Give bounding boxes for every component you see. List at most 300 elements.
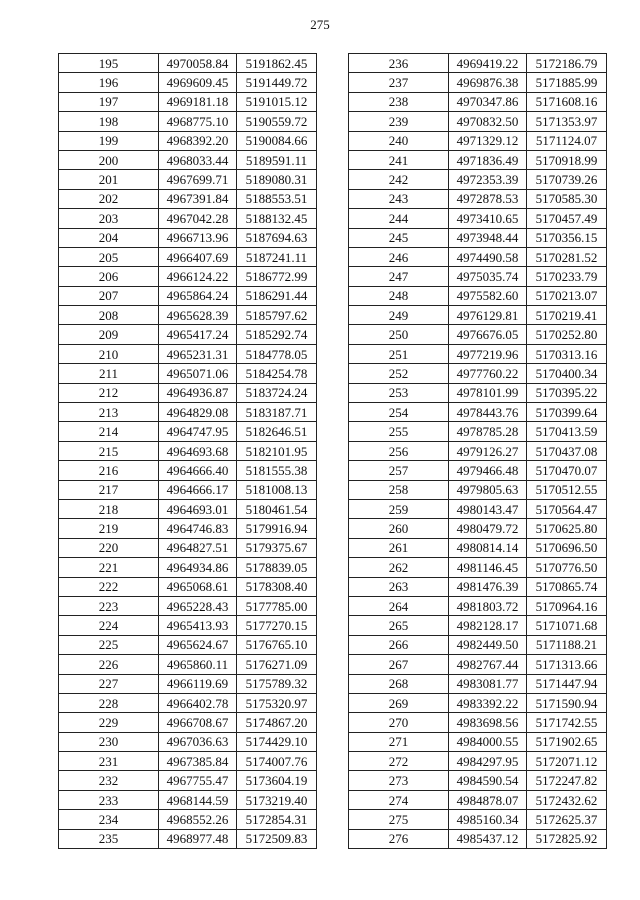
- y-coordinate-cell: 5177270.15: [237, 616, 317, 635]
- point-number-cell: 253: [349, 383, 449, 402]
- table-row: [59, 286, 317, 305]
- x-coordinate-cell: 4965624.67: [159, 635, 237, 654]
- table-row: [349, 577, 607, 596]
- table-row: [59, 364, 317, 383]
- x-coordinate-cell: 4969609.45: [159, 73, 237, 92]
- point-number-cell: 275: [349, 810, 449, 829]
- point-number-cell: 198: [59, 112, 159, 131]
- point-number-cell: 229: [59, 713, 159, 732]
- table-row: [59, 558, 317, 577]
- point-number-cell: 269: [349, 693, 449, 712]
- x-coordinate-cell: 4968977.48: [159, 829, 237, 848]
- x-coordinate-cell: 4967391.84: [159, 189, 237, 208]
- y-coordinate-cell: 5184778.05: [237, 344, 317, 363]
- table-row: [59, 344, 317, 363]
- x-coordinate-cell: 4970058.84: [159, 54, 237, 73]
- x-coordinate-cell: 4984590.54: [449, 771, 527, 790]
- x-coordinate-cell: 4970832.50: [449, 112, 527, 131]
- y-coordinate-cell: 5183724.24: [237, 383, 317, 402]
- x-coordinate-cell: 4982449.50: [449, 635, 527, 654]
- table-row: [59, 54, 317, 73]
- x-coordinate-cell: 4964746.83: [159, 519, 237, 538]
- x-coordinate-cell: 4971329.12: [449, 131, 527, 150]
- table-row: [59, 499, 317, 518]
- table-row: [59, 693, 317, 712]
- y-coordinate-cell: 5174007.76: [237, 752, 317, 771]
- x-coordinate-cell: 4965231.31: [159, 344, 237, 363]
- table-row: [59, 209, 317, 228]
- y-coordinate-cell: 5172071.12: [527, 752, 607, 771]
- table-row: [59, 732, 317, 751]
- table-row: [59, 519, 317, 538]
- coordinates-table-left: [58, 53, 317, 849]
- x-coordinate-cell: 4982767.44: [449, 655, 527, 674]
- y-coordinate-cell: 5172854.31: [237, 810, 317, 829]
- y-coordinate-cell: 5170313.16: [527, 344, 607, 363]
- x-coordinate-cell: 4968144.59: [159, 790, 237, 809]
- table-row: [59, 325, 317, 344]
- y-coordinate-cell: 5170585.30: [527, 189, 607, 208]
- point-number-cell: 206: [59, 267, 159, 286]
- y-coordinate-cell: 5187241.11: [237, 247, 317, 266]
- point-number-cell: 270: [349, 713, 449, 732]
- y-coordinate-cell: 5173604.19: [237, 771, 317, 790]
- x-coordinate-cell: 4982128.17: [449, 616, 527, 635]
- table-row: [349, 732, 607, 751]
- y-coordinate-cell: 5172247.82: [527, 771, 607, 790]
- table-row: [59, 538, 317, 557]
- y-coordinate-cell: 5171447.94: [527, 674, 607, 693]
- table-row: [59, 635, 317, 654]
- point-number-cell: 255: [349, 422, 449, 441]
- x-coordinate-cell: 4983698.56: [449, 713, 527, 732]
- x-coordinate-cell: 4966708.67: [159, 713, 237, 732]
- y-coordinate-cell: 5191015.12: [237, 92, 317, 111]
- point-number-cell: 214: [59, 422, 159, 441]
- x-coordinate-cell: 4972353.39: [449, 170, 527, 189]
- table-row: [349, 286, 607, 305]
- x-coordinate-cell: 4964693.01: [159, 499, 237, 518]
- x-coordinate-cell: 4984000.55: [449, 732, 527, 751]
- x-coordinate-cell: 4968552.26: [159, 810, 237, 829]
- table-row: [349, 635, 607, 654]
- table-row: [349, 771, 607, 790]
- point-number-cell: 268: [349, 674, 449, 693]
- table-row: [349, 558, 607, 577]
- x-coordinate-cell: 4968775.10: [159, 112, 237, 131]
- point-number-cell: 200: [59, 150, 159, 169]
- table-row: [349, 713, 607, 732]
- x-coordinate-cell: 4965864.24: [159, 286, 237, 305]
- x-coordinate-cell: 4976676.05: [449, 325, 527, 344]
- y-coordinate-cell: 5188553.51: [237, 189, 317, 208]
- x-coordinate-cell: 4965413.93: [159, 616, 237, 635]
- y-coordinate-cell: 5170400.34: [527, 364, 607, 383]
- point-number-cell: 244: [349, 209, 449, 228]
- y-coordinate-cell: 5174867.20: [237, 713, 317, 732]
- point-number-cell: 209: [59, 325, 159, 344]
- point-number-cell: 273: [349, 771, 449, 790]
- table-row: [349, 325, 607, 344]
- y-coordinate-cell: 5179916.94: [237, 519, 317, 538]
- y-coordinate-cell: 5170233.79: [527, 267, 607, 286]
- point-number-cell: 233: [59, 790, 159, 809]
- table-row: [59, 422, 317, 441]
- x-coordinate-cell: 4980479.72: [449, 519, 527, 538]
- point-number-cell: 210: [59, 344, 159, 363]
- point-number-cell: 240: [349, 131, 449, 150]
- point-number-cell: 237: [349, 73, 449, 92]
- point-number-cell: 234: [59, 810, 159, 829]
- table-row: [59, 480, 317, 499]
- table-row: [59, 383, 317, 402]
- y-coordinate-cell: 5170696.50: [527, 538, 607, 557]
- y-coordinate-cell: 5178308.40: [237, 577, 317, 596]
- point-number-cell: 242: [349, 170, 449, 189]
- y-coordinate-cell: 5182101.95: [237, 441, 317, 460]
- x-coordinate-cell: 4968033.44: [159, 150, 237, 169]
- table-row: [349, 306, 607, 325]
- x-coordinate-cell: 4966119.69: [159, 674, 237, 693]
- y-coordinate-cell: 5184254.78: [237, 364, 317, 383]
- point-number-cell: 218: [59, 499, 159, 518]
- point-number-cell: 224: [59, 616, 159, 635]
- y-coordinate-cell: 5170776.50: [527, 558, 607, 577]
- x-coordinate-cell: 4965628.39: [159, 306, 237, 325]
- x-coordinate-cell: 4964829.08: [159, 403, 237, 422]
- x-coordinate-cell: 4965071.06: [159, 364, 237, 383]
- point-number-cell: 241: [349, 150, 449, 169]
- table-row: [349, 422, 607, 441]
- point-number-cell: 197: [59, 92, 159, 111]
- page-number: 275: [310, 17, 330, 32]
- y-coordinate-cell: 5185797.62: [237, 306, 317, 325]
- point-number-cell: 238: [349, 92, 449, 111]
- table-row: [349, 752, 607, 771]
- x-coordinate-cell: 4973948.44: [449, 228, 527, 247]
- table-row: [59, 461, 317, 480]
- x-coordinate-cell: 4965228.43: [159, 596, 237, 615]
- point-number-cell: 251: [349, 344, 449, 363]
- x-coordinate-cell: 4969419.22: [449, 54, 527, 73]
- point-number-cell: 221: [59, 558, 159, 577]
- table-row: [349, 267, 607, 286]
- y-coordinate-cell: 5178839.05: [237, 558, 317, 577]
- point-number-cell: 226: [59, 655, 159, 674]
- y-coordinate-cell: 5180461.54: [237, 499, 317, 518]
- table-row: [59, 596, 317, 615]
- y-coordinate-cell: 5171124.07: [527, 131, 607, 150]
- point-number-cell: 236: [349, 54, 449, 73]
- x-coordinate-cell: 4977760.22: [449, 364, 527, 383]
- y-coordinate-cell: 5171353.97: [527, 112, 607, 131]
- point-number-cell: 235: [59, 829, 159, 848]
- table-row: [59, 112, 317, 131]
- point-number-cell: 213: [59, 403, 159, 422]
- table-row: [59, 829, 317, 848]
- y-coordinate-cell: 5173219.40: [237, 790, 317, 809]
- point-number-cell: 227: [59, 674, 159, 693]
- table-row: [59, 228, 317, 247]
- point-number-cell: 252: [349, 364, 449, 383]
- x-coordinate-cell: 4975582.60: [449, 286, 527, 305]
- point-number-cell: 216: [59, 461, 159, 480]
- x-coordinate-cell: 4978101.99: [449, 383, 527, 402]
- y-coordinate-cell: 5179375.67: [237, 538, 317, 557]
- table-row: [59, 810, 317, 829]
- point-number-cell: 195: [59, 54, 159, 73]
- y-coordinate-cell: 5172186.79: [527, 54, 607, 73]
- table-row: [349, 131, 607, 150]
- point-number-cell: 249: [349, 306, 449, 325]
- x-coordinate-cell: 4966124.22: [159, 267, 237, 286]
- point-number-cell: 259: [349, 499, 449, 518]
- point-number-cell: 256: [349, 441, 449, 460]
- y-coordinate-cell: 5172825.92: [527, 829, 607, 848]
- table-row: [349, 461, 607, 480]
- y-coordinate-cell: 5190084.66: [237, 131, 317, 150]
- table-row: [59, 441, 317, 460]
- y-coordinate-cell: 5170413.59: [527, 422, 607, 441]
- table-row: [59, 713, 317, 732]
- y-coordinate-cell: 5170281.52: [527, 247, 607, 266]
- y-coordinate-cell: 5172432.62: [527, 790, 607, 809]
- x-coordinate-cell: 4966407.69: [159, 247, 237, 266]
- point-number-cell: 258: [349, 480, 449, 499]
- point-number-cell: 266: [349, 635, 449, 654]
- y-coordinate-cell: 5170512.55: [527, 480, 607, 499]
- x-coordinate-cell: 4985160.34: [449, 810, 527, 829]
- y-coordinate-cell: 5170739.26: [527, 170, 607, 189]
- point-number-cell: 261: [349, 538, 449, 557]
- table-row: [59, 790, 317, 809]
- y-coordinate-cell: 5174429.10: [237, 732, 317, 751]
- table-row: [349, 538, 607, 557]
- x-coordinate-cell: 4966713.96: [159, 228, 237, 247]
- x-coordinate-cell: 4967042.28: [159, 209, 237, 228]
- table-row: [59, 170, 317, 189]
- table-row: [349, 189, 607, 208]
- table-row: [59, 616, 317, 635]
- point-number-cell: 225: [59, 635, 159, 654]
- x-coordinate-cell: 4965860.11: [159, 655, 237, 674]
- y-coordinate-cell: 5171313.66: [527, 655, 607, 674]
- point-number-cell: 215: [59, 441, 159, 460]
- y-coordinate-cell: 5170399.64: [527, 403, 607, 422]
- table-row: [349, 790, 607, 809]
- y-coordinate-cell: 5170219.41: [527, 306, 607, 325]
- point-number-cell: 246: [349, 247, 449, 266]
- table-row: [349, 693, 607, 712]
- y-coordinate-cell: 5188132.45: [237, 209, 317, 228]
- x-coordinate-cell: 4981476.39: [449, 577, 527, 596]
- point-number-cell: 219: [59, 519, 159, 538]
- y-coordinate-cell: 5181008.13: [237, 480, 317, 499]
- table-row: [59, 771, 317, 790]
- table-row: [349, 655, 607, 674]
- table-row: [349, 596, 607, 615]
- table-row: [349, 364, 607, 383]
- y-coordinate-cell: 5170865.74: [527, 577, 607, 596]
- point-number-cell: 257: [349, 461, 449, 480]
- point-number-cell: 231: [59, 752, 159, 771]
- y-coordinate-cell: 5190559.72: [237, 112, 317, 131]
- y-coordinate-cell: 5186291.44: [237, 286, 317, 305]
- x-coordinate-cell: 4984297.95: [449, 752, 527, 771]
- point-number-cell: 254: [349, 403, 449, 422]
- table-row: [59, 131, 317, 150]
- table-row: [349, 810, 607, 829]
- y-coordinate-cell: 5171608.16: [527, 92, 607, 111]
- table-row: [59, 306, 317, 325]
- y-coordinate-cell: 5175789.32: [237, 674, 317, 693]
- point-number-cell: 264: [349, 596, 449, 615]
- point-number-cell: 243: [349, 189, 449, 208]
- y-coordinate-cell: 5191862.45: [237, 54, 317, 73]
- y-coordinate-cell: 5189080.31: [237, 170, 317, 189]
- table-row: [349, 480, 607, 499]
- x-coordinate-cell: 4964693.68: [159, 441, 237, 460]
- y-coordinate-cell: 5170395.22: [527, 383, 607, 402]
- table-row: [349, 441, 607, 460]
- y-coordinate-cell: 5171071.68: [527, 616, 607, 635]
- point-number-cell: 260: [349, 519, 449, 538]
- x-coordinate-cell: 4981803.72: [449, 596, 527, 615]
- y-coordinate-cell: 5170457.49: [527, 209, 607, 228]
- x-coordinate-cell: 4967699.71: [159, 170, 237, 189]
- table-row: [349, 499, 607, 518]
- y-coordinate-cell: 5183187.71: [237, 403, 317, 422]
- y-coordinate-cell: 5171885.99: [527, 73, 607, 92]
- x-coordinate-cell: 4965417.24: [159, 325, 237, 344]
- x-coordinate-cell: 4979126.27: [449, 441, 527, 460]
- y-coordinate-cell: 5170564.47: [527, 499, 607, 518]
- x-coordinate-cell: 4971836.49: [449, 150, 527, 169]
- point-number-cell: 211: [59, 364, 159, 383]
- point-number-cell: 267: [349, 655, 449, 674]
- point-number-cell: 265: [349, 616, 449, 635]
- table-row: [349, 170, 607, 189]
- y-coordinate-cell: 5176271.09: [237, 655, 317, 674]
- x-coordinate-cell: 4970347.86: [449, 92, 527, 111]
- y-coordinate-cell: 5175320.97: [237, 693, 317, 712]
- x-coordinate-cell: 4983081.77: [449, 674, 527, 693]
- point-number-cell: 232: [59, 771, 159, 790]
- x-coordinate-cell: 4979805.63: [449, 480, 527, 499]
- table-row: [59, 247, 317, 266]
- table-row: [59, 752, 317, 771]
- y-coordinate-cell: 5171188.21: [527, 635, 607, 654]
- x-coordinate-cell: 4964827.51: [159, 538, 237, 557]
- x-coordinate-cell: 4969876.38: [449, 73, 527, 92]
- y-coordinate-cell: 5170964.16: [527, 596, 607, 615]
- x-coordinate-cell: 4983392.22: [449, 693, 527, 712]
- y-coordinate-cell: 5191449.72: [237, 73, 317, 92]
- x-coordinate-cell: 4964747.95: [159, 422, 237, 441]
- table-row: [349, 403, 607, 422]
- x-coordinate-cell: 4968392.20: [159, 131, 237, 150]
- x-coordinate-cell: 4976129.81: [449, 306, 527, 325]
- point-number-cell: 239: [349, 112, 449, 131]
- point-number-cell: 274: [349, 790, 449, 809]
- y-coordinate-cell: 5171590.94: [527, 693, 607, 712]
- point-number-cell: 208: [59, 306, 159, 325]
- x-coordinate-cell: 4980143.47: [449, 499, 527, 518]
- table-body-right: [349, 54, 607, 849]
- table-row: [349, 247, 607, 266]
- x-coordinate-cell: 4975035.74: [449, 267, 527, 286]
- table-row: [59, 92, 317, 111]
- y-coordinate-cell: 5172625.37: [527, 810, 607, 829]
- table-row: [349, 73, 607, 92]
- coordinates-table-right: [348, 53, 607, 849]
- table-row: [349, 616, 607, 635]
- y-coordinate-cell: 5187694.63: [237, 228, 317, 247]
- x-coordinate-cell: 4966402.78: [159, 693, 237, 712]
- table-row: [59, 73, 317, 92]
- table-row: [59, 403, 317, 422]
- x-coordinate-cell: 4974490.58: [449, 247, 527, 266]
- point-number-cell: 222: [59, 577, 159, 596]
- x-coordinate-cell: 4981146.45: [449, 558, 527, 577]
- table-row: [349, 519, 607, 538]
- table-row: [349, 112, 607, 131]
- y-coordinate-cell: 5182646.51: [237, 422, 317, 441]
- y-coordinate-cell: 5172509.83: [237, 829, 317, 848]
- table-row: [59, 577, 317, 596]
- table-row: [349, 209, 607, 228]
- x-coordinate-cell: 4964666.40: [159, 461, 237, 480]
- x-coordinate-cell: 4967755.47: [159, 771, 237, 790]
- x-coordinate-cell: 4972878.53: [449, 189, 527, 208]
- table-row: [349, 829, 607, 848]
- point-number-cell: 212: [59, 383, 159, 402]
- x-coordinate-cell: 4965068.61: [159, 577, 237, 596]
- table-row: [59, 674, 317, 693]
- point-number-cell: 196: [59, 73, 159, 92]
- y-coordinate-cell: 5170470.07: [527, 461, 607, 480]
- x-coordinate-cell: 4964666.17: [159, 480, 237, 499]
- x-coordinate-cell: 4978785.28: [449, 422, 527, 441]
- table-row: [349, 92, 607, 111]
- y-coordinate-cell: 5170625.80: [527, 519, 607, 538]
- point-number-cell: 262: [349, 558, 449, 577]
- point-number-cell: 202: [59, 189, 159, 208]
- y-coordinate-cell: 5176765.10: [237, 635, 317, 654]
- point-number-cell: 204: [59, 228, 159, 247]
- table-row: [349, 383, 607, 402]
- point-number-cell: 228: [59, 693, 159, 712]
- x-coordinate-cell: 4969181.18: [159, 92, 237, 111]
- y-coordinate-cell: 5171742.55: [527, 713, 607, 732]
- y-coordinate-cell: 5189591.11: [237, 150, 317, 169]
- x-coordinate-cell: 4967385.84: [159, 752, 237, 771]
- x-coordinate-cell: 4977219.96: [449, 344, 527, 363]
- y-coordinate-cell: 5185292.74: [237, 325, 317, 344]
- point-number-cell: 199: [59, 131, 159, 150]
- table-row: [349, 674, 607, 693]
- point-number-cell: 201: [59, 170, 159, 189]
- point-number-cell: 263: [349, 577, 449, 596]
- y-coordinate-cell: 5186772.99: [237, 267, 317, 286]
- table-body-left: [59, 54, 317, 849]
- point-number-cell: 250: [349, 325, 449, 344]
- y-coordinate-cell: 5170437.08: [527, 441, 607, 460]
- table-row: [349, 54, 607, 73]
- point-number-cell: 203: [59, 209, 159, 228]
- y-coordinate-cell: 5181555.38: [237, 461, 317, 480]
- table-row: [59, 655, 317, 674]
